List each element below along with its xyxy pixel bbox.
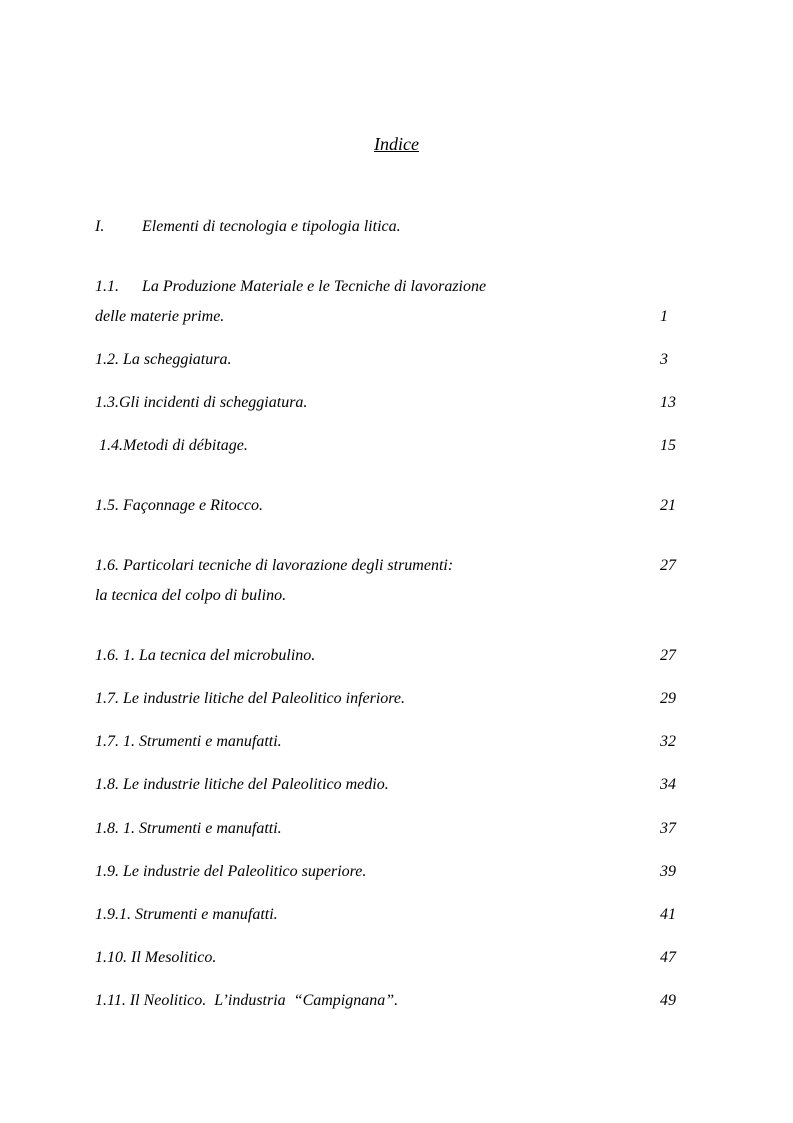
toc-entry-page: 29 [660, 690, 676, 707]
toc-entry-title: 1.7. 1. Strumenti e manufatti. [95, 733, 282, 750]
toc-entry-page: 15 [660, 437, 676, 454]
toc-entry-continuation [95, 585, 695, 607]
toc-entry [95, 688, 695, 710]
chapter-number: I. [95, 218, 105, 235]
toc-entry-title-cont: delle materie prime. [95, 308, 225, 325]
toc-entry-title: 1.6. Particolari tecniche di lavorazione degli strumenti: [95, 557, 454, 574]
toc-entry-title: 1.11. Il Neolitico. L’industria “Campignana”. [95, 992, 399, 1009]
toc-entry [95, 818, 695, 840]
toc-entry-title: 1.10. Il Mesolitico. [95, 949, 217, 966]
toc-entry-page: 49 [660, 992, 676, 1009]
toc-entry [95, 774, 695, 796]
toc-entry-title: 1.4.Metodi di débitage. [95, 437, 248, 454]
toc-entry-title: 1.9.1. Strumenti e manufatti. [95, 906, 278, 923]
toc-entry-page: 21 [660, 497, 676, 514]
toc-entry-title: 1.5. Façonnage e Ritocco. [95, 497, 263, 514]
toc-entry [95, 392, 695, 414]
toc-entry-page: 37 [660, 820, 676, 837]
toc-entry [95, 349, 695, 371]
toc-entry [95, 276, 695, 298]
toc-entry-page: 47 [660, 949, 676, 966]
toc-entry-page: 41 [660, 906, 676, 923]
toc-chapter-heading [95, 216, 695, 238]
toc-entry [95, 861, 695, 883]
chapter-title: Elementi di tecnologia e tipologia litica. [142, 218, 401, 235]
toc-entry [95, 645, 695, 667]
toc-entry-title: 1.8. Le industrie litiche del Paleolitico medio. [95, 776, 389, 793]
toc-entry-page: 27 [660, 557, 676, 574]
toc-entry-title: 1.6. 1. La tecnica del microbulino. [95, 647, 316, 664]
toc-entry-page: 1 [660, 308, 668, 325]
toc-entry-number: 1.1. [95, 278, 119, 295]
toc-entry-page: 3 [660, 351, 668, 368]
toc-entry [95, 731, 695, 753]
toc-entry-title: 1.2. La scheggiatura. [95, 351, 232, 368]
toc-entry-title: 1.7. Le industrie litiche del Paleolitico inferiore. [95, 690, 406, 707]
toc-entry-title: 1.3.Gli incidenti di scheggiatura. [95, 394, 308, 411]
toc-entry-title: 1.9. Le industrie del Paleolitico superiore. [95, 863, 367, 880]
toc-entry [95, 555, 695, 577]
toc-entry [95, 495, 695, 517]
toc-entry-continuation [95, 306, 695, 328]
toc-entry-page: 32 [660, 733, 676, 750]
toc-entry-title: La Produzione Materiale e le Tecniche di lavorazione [142, 278, 487, 295]
toc-entry-title: 1.8. 1. Strumenti e manufatti. [95, 820, 282, 837]
toc-entry-page: 27 [660, 647, 676, 664]
toc-entry-page: 39 [660, 863, 676, 880]
page-title: Indice [374, 134, 419, 154]
toc-entry [95, 435, 695, 457]
toc-entry-page: 13 [660, 394, 676, 411]
toc-entry-title-cont: la tecnica del colpo di bulino. [95, 587, 287, 604]
toc-entry [95, 947, 695, 969]
toc-entry [95, 904, 695, 926]
toc-entry-page: 34 [660, 776, 676, 793]
toc-entry [95, 990, 695, 1012]
